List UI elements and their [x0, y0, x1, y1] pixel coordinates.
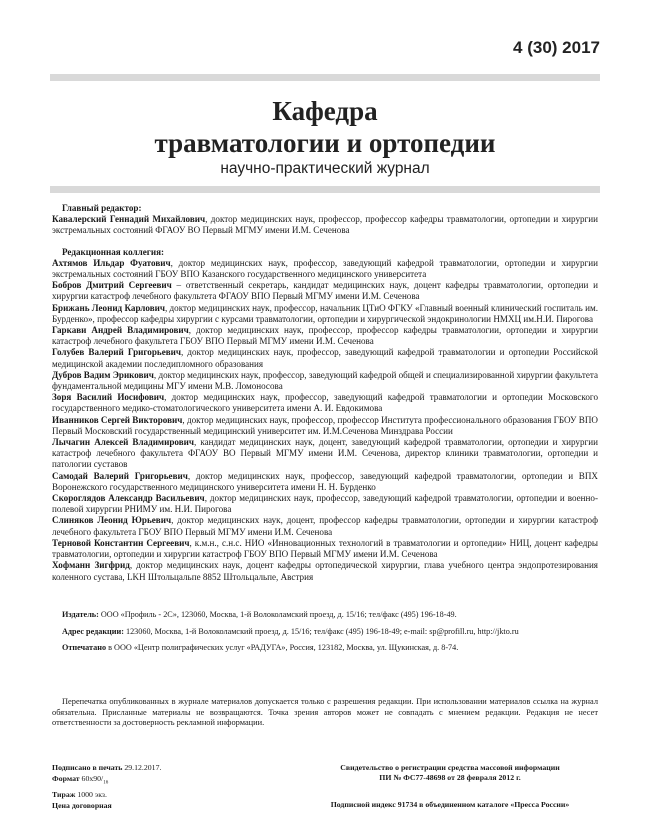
printed-label: Отпечатано: [62, 643, 107, 653]
board-member-name: Бобров Дмитрий Сергеевич: [52, 280, 172, 291]
board-member-name: Самодай Валерий Григорьевич: [52, 470, 188, 481]
subscription-index: Подписной индекс 91734 в объединенном каталоге «Пресса России»: [330, 800, 570, 809]
board-member: [52, 347, 598, 369]
board-member: [52, 560, 598, 582]
chief-editor-name: Кавалерский Геннадий Михайлович: [52, 214, 206, 225]
board-member-name: Зоря Василий Иосифович: [52, 392, 165, 403]
printed-line: [62, 643, 598, 654]
board-member-name: Лычагин Алексей Владимирович: [52, 437, 195, 448]
board-member-desc: , доктор медицинских наук, профессор, начальник ЦТиО ФГКУ «Главный военный клинический госпиталь им. Бурденко», профессор кафедры хирургии с курсами травматологии, ортопедии и хирургической эндокринологии НМХЦ им.Н.И. Пирогова: [52, 302, 598, 324]
board-members-list: [52, 258, 598, 583]
board-member-desc: , доктор медицинских наук, профессор, заведующий кафедрой травматологии, ортопедии и ВПХ Воронежского государственного медицинского университета имени Н. Н. Бурденко: [52, 470, 599, 492]
board-member-desc: – ответственный секретарь, кандидат медицинских наук, доцент кафедры травматологии, ортопедии и хирургии катастроф лечебного факультета ФГАОУ ВПО Первый МГМУ имени И.М. Сеченова: [52, 280, 598, 302]
chief-editor-desc: , доктор медицинских наук, профессор, профессор кафедры травматологии, ортопедии и хирургии экстремальных состояний ФГАОУ ВО Первый МГМУ имени И.М. Сеченова: [52, 214, 599, 236]
address-label: Адрес редакции:: [62, 626, 124, 636]
board-member: [52, 258, 598, 280]
run-label: Тираж: [52, 789, 76, 799]
board-member-name: Терновой Константин Сергеевич: [52, 537, 190, 548]
issue-number: 4 (30) 2017: [513, 38, 600, 57]
board-member: [52, 437, 598, 471]
format-label: Формат: [52, 774, 80, 783]
board-member: [52, 471, 598, 493]
publisher-line: [62, 610, 598, 621]
board-member: [52, 303, 598, 325]
chief-editor-entry: [52, 214, 598, 236]
board-member-name: Хофманн Зигфрид: [52, 560, 130, 571]
board-member-name: Голубев Валерий Григорьевич: [52, 347, 182, 358]
journal-title: [0, 95, 650, 159]
registration-line2: ПИ № ФС77-48698 от 28 февраля 2012 г.: [379, 773, 521, 782]
board-member: [52, 538, 598, 560]
board-member-desc: , доктор медицинских наук, профессор, профессор Института профессионального образования ГБОУ ВПО Первый Московский государственный медицинский университет им. И.М.Сеченова Минздрава России: [52, 414, 598, 436]
address-line: [62, 627, 598, 638]
board-heading: Редакционная коллегия:: [62, 246, 165, 257]
board-member: [52, 415, 598, 437]
bottom-divider: [50, 186, 600, 193]
registration-block: [330, 763, 570, 810]
registration-line1: Свидетельство о регистрации средства массовой информации: [340, 763, 560, 772]
board-member-desc: , доктор медицинских наук, профессор, заведующий кафедрой травматологии и ортопедии Московского государственного медико-стоматологического университета имени А. И. Евдокимова: [52, 392, 598, 414]
board-member-name: Иванников Сергей Викторович: [52, 414, 183, 425]
board-member: [52, 325, 598, 347]
journal-title-line1: Кафедра: [272, 96, 378, 126]
format-line: [52, 773, 161, 789]
editorial-section: [52, 203, 598, 583]
journal-subtitle: научно-практический журнал: [220, 160, 430, 177]
board-member-desc: , доктор медицинских наук, профессор, заведующий кафедрой общей и специализированной хирургии факультета фундаментальной медицины МГУ имени М.В. Ломоносова: [52, 369, 598, 392]
format-sub: 16: [103, 780, 109, 786]
board-member-desc: , доктор медицинских наук, профессор, заведующий кафедрой травматологии и ортопедии Российской медицинской академии последипломного образования: [52, 347, 599, 369]
board-member-desc: , кандидат медицинских наук, доцент, заведующий кафедрой травматологии, ортопедии и хирургии катастроф лечебного факультета ФГАОУ ВО Первый МГМУ имени И.М. Сеченова, директор клиники травматологии, ортопедии и патологии суставов: [52, 437, 598, 470]
publisher-label: Издатель:: [62, 610, 99, 619]
board-member-desc: , доктор медицинских наук, профессор, заведующий кафедрой травматологии, ортопедии и хирургии экстремальных состояний ГБОУ ВПО Казанского государственного медицинского университета: [52, 257, 598, 280]
journal-title-line2: травматологии и ортопедии: [154, 128, 496, 158]
price-text: Цена договорная: [52, 800, 112, 810]
run-value: 1000 экз.: [75, 789, 107, 799]
board-member-name: Ахтямов Ильдар Фуатович: [52, 257, 171, 268]
reprint-note: Перепечатка опубликованных в журнале материалов допускается только с разрешения редакции. При использовании материалов ссылка на журнал обязательна. Присланные материалы не возвращаются. Точка зрения авторов может не совпадать с мнением редакции. Редакция не несет ответственности за достоверность рекламной информации.: [52, 697, 598, 728]
board-member-desc: , доктор медицинских наук, доцент, профессор кафедры травматологии, ортопедии и хирургии катастроф лечебного факультета ГБОУ ВПО Первый МГМУ имени И.М. Сеченова: [52, 515, 598, 537]
board-member-name: Брижань Леонид Карлович: [52, 302, 165, 313]
signed-line: [52, 762, 161, 773]
signed-label: Подписано в печать: [52, 763, 123, 772]
printed-value: в ООО «Центр полиграфических услуг «РАДУГА», Россия, 123182, Москва, ул. Щукинская, д. 8-74.: [106, 643, 459, 653]
top-divider: [50, 74, 600, 81]
board-member-name: Слиняков Леонид Юрьевич: [52, 515, 172, 526]
board-member-desc: , к.м.н., с.н.с. НИО «Инновационных технологий в травматологии и ортопедии» НИЦ, доцент кафедры травматологии, ортопедии и хирургии катастроф ГБОУ ВПО Первый МГМУ имени И.М. Сеченова: [52, 537, 599, 560]
board-member-name: Скороглядов Александр Васильевич: [52, 493, 205, 504]
board-member: [52, 392, 598, 414]
print-info: [52, 762, 161, 811]
chief-editor-heading: Главный редактор:: [62, 203, 142, 213]
board-member-desc: , доктор медицинских наук, профессор, профессор кафедры травматологии, ортопедии и хирургии катастроф лечебного факультета ГБОУ ВПО Первый МГМУ имени И.М. Сеченова: [52, 325, 599, 347]
signed-value: 29.12.2017.: [122, 763, 162, 772]
run-line: [52, 789, 161, 800]
board-member-desc: , доктор медицинских наук, профессор, заведующий кафедрой травматологии, ортопедии и военно-полевой хирургии РНИМУ им. Н.И. Пирогова: [52, 493, 598, 515]
address-value: 123060, Москва, 1-й Волоколамский проезд, д. 15/16; тел/факс (495) 196-18-49; e-mail: sp@profill.ru, http://jkto.ru: [123, 626, 519, 636]
board-member: [52, 515, 598, 537]
board-member: [52, 280, 598, 302]
format-value: 60х90/: [79, 774, 104, 783]
board-member-name: Дубров Вадим Эрикович: [52, 369, 154, 380]
price-line: [52, 800, 161, 811]
imprint-block: [52, 610, 598, 660]
board-member-desc: , доктор медицинских наук, доцент кафедры ортопедической хирургии, глава учебного центра эндопротезирования коленного сустава, LKH Штольцальпе 8852 Штольцальпе, Австрия: [52, 560, 598, 582]
publisher-value: ООО «Профиль - 2С», 123060, Москва, 1-й Волоколамский проезд, д. 15/16; тел/факс (495) 196-18-49.: [98, 610, 457, 619]
board-member: [52, 493, 598, 515]
board-member: [52, 370, 598, 392]
board-member-name: Гаркави Андрей Владимирович: [52, 325, 189, 336]
